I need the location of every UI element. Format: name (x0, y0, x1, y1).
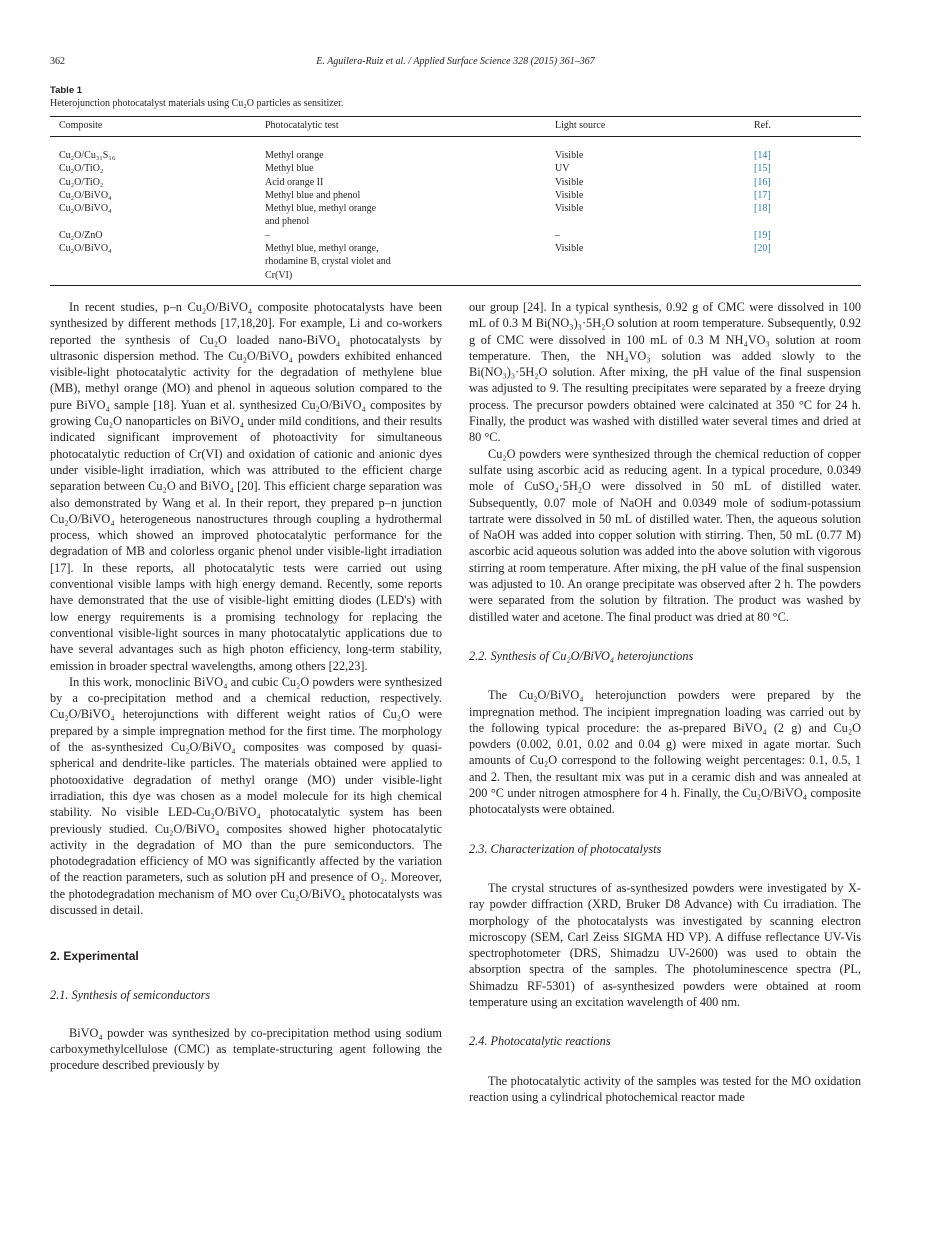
page-header (50, 56, 861, 70)
body-paragraph: The Cu₂O/BiVO₄ heterojunction powders were prepared by the impregnation method. The incipient impregnation loading was carried out by the following typical procedure: the as-prepared BiVO₄ (2 g) and Cu₂O powders (0.002, 0.01, 0.02 and 0.04 g) were mixed in agate mortar. Such amounts of Cu₂O correspond to the following weight percentages: 0.1, 0.5, 1 and 2. Then, the resultant mix was put in a ceramic dish and was annealed at 200 °C under nitrogen atmosphere for 4 h. Finally, the Cu₂O/BiVO₄ composite photocatalysts were obtained. (469, 688, 861, 817)
cell-ref-link[interactable]: [16] (754, 176, 771, 188)
cell-composite (50, 269, 256, 286)
table-row (50, 162, 861, 175)
cell-ref-link[interactable]: [15] (754, 163, 771, 175)
cell-light: UV (555, 163, 570, 175)
cell-light: Visible (555, 189, 584, 201)
table-1 (50, 85, 861, 286)
table-row (50, 189, 861, 202)
cell-composite: Cu₂O/BiVO₄ (59, 243, 112, 255)
cell-ref-link (745, 215, 861, 228)
table-row (50, 255, 861, 268)
cell-ref-link[interactable]: [20] (754, 243, 771, 255)
left-column (50, 299, 442, 1074)
body-paragraph: The crystal structures of as-synthesized powders were investigated by X-ray powder diffraction (XRD, Bruker D8 Advance) with Cu irradiation. The morphology of the photocatalysts was investigated by scanning electron microscopy (SEM, Carl Zeiss SIGMA HD VP). A diffuse reflectance UV-Vis spectrophotometer (DRS, Shimadzu UV-2600) was used to obtain the absorption spectra of the samples. The photoluminescence spectra (PL, Shimadzu RF-5301) of as-synthesized powders were obtained at room temperature using an excitation wavelength of 400 nm. (469, 880, 861, 1009)
column-header-test: Photocatalytic test (256, 117, 546, 137)
heterojunction-table (50, 116, 861, 286)
cell-light: Visible (555, 203, 584, 215)
cell-test: and phenol (265, 216, 310, 228)
cell-ref-link (745, 269, 861, 286)
cell-composite: Cu₂O/TiO₂ (59, 163, 104, 175)
cell-composite: Cu₂O/TiO₂ (59, 176, 104, 188)
column-header-composite: Composite (50, 117, 256, 137)
cell-ref-link[interactable]: [17] (754, 189, 771, 201)
subsection-heading-photocatalytic-reactions: 2.4. Photocatalytic reactions (469, 1034, 611, 1049)
cell-composite (50, 215, 256, 228)
cell-composite: Cu₂O/BiVO₄ (59, 203, 112, 215)
body-paragraph: The photocatalytic activity of the samples was tested for the MO oxidation reaction using a cylindrical photochemical reactor made (469, 1073, 861, 1104)
page-number: 362 (50, 56, 65, 67)
cell-light: Visible (555, 150, 584, 161)
subsection-heading-synthesis: 2.1. Synthesis of semiconductors (50, 987, 211, 1002)
body-paragraph: In this work, monoclinic BiVO₄ and cubic Cu₂O powders were synthesized by a co-precipitation method and a chemical reduction, respectively. Cu₂O/BiVO₄ heterojunctions with different weight ratios of Cu₂O were prepared by a simple impregnation method for the first time. The morphology of the as-synthesized Cu₂O/BiVO₄ composites was composed by quasi-spherical and dendrite-like particles. The materials obtained were applied to photooxidative degradation of methyl orange (MO) under visible-light irradiation, this dye was chosen as a model molecule for its high chemical stability. No visible LED-Cu₂O/BiVO₄ photocatalytic system has been previously studied. Cu₂O/BiVO₄ composites showed higher photocatalytic activity in the degradation of MO than the pure semiconductors. The photodegradation efficiency of MO was significantly affected by the variation of the reaction parameters, such as solution pH and presence of O₂. Moreover, the photodegradation mechanism of MO over Cu₂O/BiVO₄ photocatalysts was discussed in detail. (50, 674, 442, 917)
cell-test: Methyl blue, methyl orange (265, 203, 377, 215)
cell-test: Methyl blue, methyl orange, (265, 243, 379, 255)
cell-light (546, 255, 745, 268)
right-column (469, 299, 861, 1105)
cell-ref-link[interactable]: [19] (754, 229, 771, 241)
column-header-ref: Ref. (745, 117, 861, 137)
cell-composite: Cu₂O/Cu₃₁S₁₆ (59, 150, 116, 161)
body-paragraph: BiVO₄ powder was synthesized by co-precipitation method using sodium carboxymethylcellulose (CMC) as template-structuring agent following the procedure described previously by (50, 1025, 442, 1073)
table-row (50, 269, 861, 286)
running-title: E. Aguilera-Ruiz et al. / Applied Surface Science 328 (2015) 361–367 (316, 56, 595, 67)
table-header-row (50, 117, 861, 137)
cell-light: Visible (555, 176, 584, 188)
cell-test: – (265, 229, 270, 241)
cell-test: Acid orange II (265, 176, 324, 188)
cell-test: Methyl blue and phenol (265, 189, 361, 201)
cell-composite (50, 255, 256, 268)
cell-light (546, 269, 745, 286)
table-row (50, 215, 861, 228)
cell-test: Methyl orange (265, 150, 324, 161)
table-caption: Heterojunction photocatalyst materials using Cu₂O particles as sensitizer. (50, 98, 344, 109)
cell-test: rhodamine B, crystal violet and (265, 256, 391, 268)
section-heading-experimental: 2. Experimental (50, 949, 139, 964)
cell-ref-link (745, 255, 861, 268)
cell-light (546, 215, 745, 228)
subsection-heading-heterojunctions: 2.2. Synthesis of Cu₂O/BiVO₄ heterojunctions (469, 648, 694, 663)
table-row (50, 137, 861, 163)
cell-composite: Cu₂O/ZnO (59, 229, 103, 241)
cell-light: – (555, 229, 560, 241)
column-header-light: Light source (546, 117, 745, 137)
table-row (50, 242, 861, 255)
table-row (50, 176, 861, 189)
body-paragraph: Cu₂O powders were synthesized through the chemical reduction of copper sulfate using ascorbic acid as reducing agent. In a typical procedure, 0.0349 mole of CuSO₄·5H₂O were dissolved in 50 mL of distilled water. Subsequently, 0.07 mole of NaOH and 0.0349 mole of sodium-potassium tartrate were dissolved in 50 mL of distilled water. Then, the aqueous solution of NaOH was added into copper solution with stirring. Then, 50 mL (0.77 M) ascorbic acid aqueous solution was added into the above solution with vigorous stirring at room temperature. After mixing, the pH value of the final suspension was adjusted to 10. An orange precipitate was observed after 2 h. The powders were separated from the solution by filtration. The product was washed by distilled water and acetone. The final product was dried at 80 °C. (469, 446, 861, 624)
table-row (50, 229, 861, 242)
table-label: Table 1 (50, 85, 83, 96)
subsection-heading-characterization: 2.3. Characterization of photocatalysts (469, 841, 662, 856)
body-paragraph: our group [24]. In a typical synthesis, 0.92 g of CMC were dissolved in 100 mL of 0.3 M Bi(NO₃)₃·5H₂O solution at room temperature. Subsequently, 0.92 g of CMC were dissolved in 100 mL of 0.3 M NH₄VO₃ solution at room temperature. Then, the NH₄VO₃ solution was added slowly to the Bi(NO₃)₃·5H₂O solution. After mixing, the pH value of the final suspension was adjusted to 9. The resulting precipitates were separated by a freeze drying process. The precursor powders obtained were calcinated at 350 °C for 24 h. Finally, the product was washed with distilled water several times and dried at 80 °C. (469, 300, 861, 445)
cell-ref-link[interactable]: [14] (754, 150, 771, 161)
cell-test: Cr(VI) (265, 269, 293, 281)
table-row (50, 202, 861, 215)
cell-light: Visible (555, 243, 584, 255)
cell-ref-link[interactable]: [18] (754, 203, 771, 215)
cell-composite: Cu₂O/BiVO₄ (59, 189, 112, 201)
cell-test: Methyl blue (265, 163, 314, 175)
body-paragraph: In recent studies, p–n Cu₂O/BiVO₄ composite photocatalysts have been synthesized by different methods [17,18,20]. For example, Li and co-workers reported the synthesis of Cu₂O loaded nano-BiVO₄ photocatalysts by ultrasonic dispersion method. The Cu₂O/BiVO₄ powders exhibited enhanced visible-light photocatalytic activity for the degradation of methylene blue (MB), methyl orange (MO) and phenol in aqueous solution compared to the pure BiVO₄ sample [18]. Yuan et al. synthesized Cu₂O/BiVO₄ composites by growing Cu₂O nanoparticles on BiVO₄ under mild conditions, and their results indicated significant improvement of photoactivity for simultaneous photocatalytic reduction of Cr(VI) and oxidation of cationic and anionic dyes under visible-light irradiation, which was attributed to the efficient charge separation between Cu₂O and BiVO₄ [20]. This efficient charge separation was also demonstrated by Wang et al. In their report, they prepared p–n junction Cu₂O/BiVO₄ heterogeneous nanostructures through coupling a hydrothermal process, which showed an improved photocatalytic performance for the degradation of MB and colorless organic phenol under visible-light irradiation [17]. In these reports, all photocatalytic tests were carried out using conventional visible lamps with high energy demand. Recently, some reports have demonstrated that the use of visible-light emitting diodes (LED's) with low energy requirements is a promising technology for replacing the conventional visible-light sources in many photocatalytic applications due to have several advantages such as high photon efficiency, long-term stability, emission in broader spectral wavelengths, among others [22,23]. (50, 300, 442, 673)
